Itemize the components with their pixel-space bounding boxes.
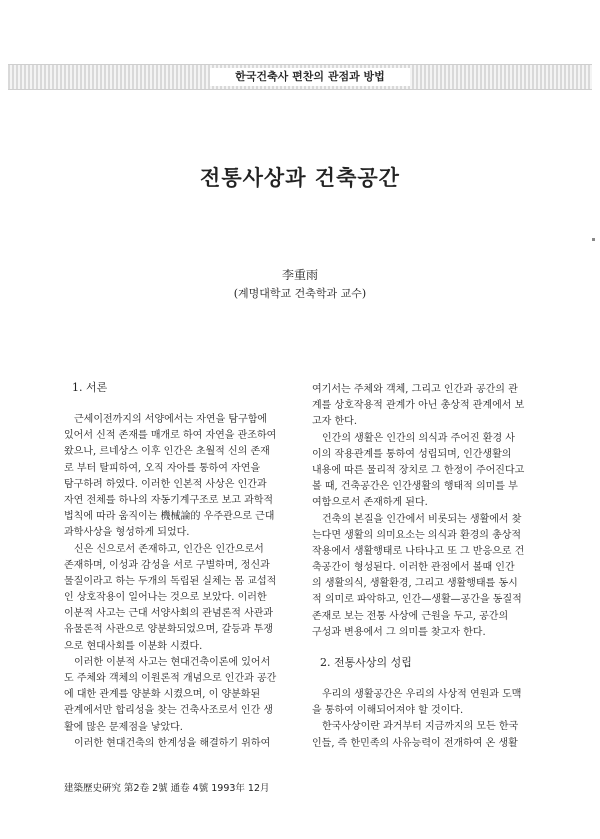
text-line: 왔으나, 르네상스 이후 인간은 초월적 신의 존재 <box>64 446 270 458</box>
paragraph <box>64 655 300 736</box>
text-line: 축공간이 형성된다. 이러한 관점에서 볼때 인간 <box>312 562 515 574</box>
author-name: 李重雨 <box>281 268 318 282</box>
text-line: 볼 때, 건축공간은 인간생활의 행태적 의미를 부 <box>312 481 518 493</box>
text-line: 여기서는 주체와 객체, 그리고 인간과 공간의 관 <box>312 384 518 395</box>
paragraph <box>312 431 548 512</box>
text-line: 인간의 생활은 인간의 의식과 주어진 환경 사 <box>322 432 515 444</box>
author-affiliation: (계명대학교 건축학과 교수) <box>233 287 367 300</box>
paragraph <box>312 382 548 431</box>
text-line: 한국사상이란 과거부터 지금까지의 모든 한국 <box>322 721 519 733</box>
text-line: 으로 현대사회를 이분화 시켰다. <box>64 640 203 652</box>
text-line: 우리의 생활공간은 우리의 사상적 연원과 도맥 <box>322 689 522 700</box>
text-line: 내용에 따른 물리적 장치로 그 한정이 주어진다고 <box>312 464 525 476</box>
text-line: 구성과 변용에서 그 의미를 찾고자 한다. <box>312 626 486 638</box>
text-line: 계를 상호작용적 관계가 아닌 총상적 관계에서 보 <box>312 400 525 412</box>
footer-citation: 建築歷史硏究 第2卷 2號 通卷 4號 1993年 12月 <box>64 783 270 794</box>
section-heading-tradition: 2. 전통사상의 성립 <box>320 656 412 669</box>
text-line: 존재로 보는 전통 사상에 근원을 두고, 공간의 <box>312 610 509 622</box>
text-line: 는다면 생활의 의미요소는 의식과 환경의 총상적 <box>312 529 522 541</box>
text-line: 이분적 사고는 근대 서양사회의 관념론적 사관과 <box>64 608 274 620</box>
text-line: 근세이전까지의 서양에서는 자연을 탐구함에 <box>74 414 268 425</box>
scan-speck <box>592 238 595 241</box>
text-line: 에 대한 관계를 양분화 시켰으며, 이 양분화된 <box>64 689 261 701</box>
text-line: 유물론적 사관으로 양분화되었으며, 갈등과 투쟁 <box>64 624 274 636</box>
paragraph <box>312 687 548 719</box>
text-line: 탐구하려 하였다. 이러한 인본적 사상은 인간과 <box>64 478 267 490</box>
text-line: 있어서 신적 존재를 매개로 하여 자연을 관조하여 <box>64 430 277 442</box>
text-line: 신은 신으로서 존재하고, 인간은 인간으로서 <box>74 543 264 555</box>
text-line: 작용에서 생활행태로 나타나고 또 그 반응으로 건 <box>312 545 525 557</box>
text-line: 인들, 즉 한민족의 사유능력이 전개하여 온 생활 <box>312 737 518 749</box>
paragraph <box>64 542 300 655</box>
text-line: 적 의미로 파악하고, 인간—생활—공간을 동질적 <box>312 594 522 606</box>
text-line: 관계에서만 합리성을 찾는 건축사조로서 인간 생 <box>64 705 274 717</box>
text-line: 존재하며, 이성과 감성을 서로 구별하며, 정신과 <box>64 559 270 571</box>
running-header-title: 한국건축사 편찬의 관점과 방법 <box>210 68 410 86</box>
text-line: 이의 작용관계를 통하여 성립되며, 인간생활의 <box>312 448 512 460</box>
text-line: 도 주체와 객체의 이원론적 개념으로 인간과 공간 <box>64 673 277 684</box>
section-heading-introduction: 1. 서론 <box>72 381 108 394</box>
text-line: 로 부터 탈피하여, 오직 자아를 통하여 자연을 <box>64 462 261 474</box>
text-line: 고자 한다. <box>312 416 357 428</box>
text-line: 여함으로서 존재하게 된다. <box>312 497 428 509</box>
paragraph <box>64 412 300 542</box>
text-line: 건축의 본질을 인간에서 비롯되는 생활에서 찾 <box>322 513 522 525</box>
text-line: 자연 전체를 하나의 자동기계구조로 보고 과학적 <box>64 494 274 506</box>
text-line: 물질이라고 하는 두개의 독립된 실체는 몸 교섭적 <box>64 575 277 587</box>
text-line: 의 생활의식, 생활환경, 그리고 생활행태를 동시 <box>312 578 518 590</box>
article-title: 전통사상과 건축공간 <box>200 165 400 190</box>
paragraph <box>312 719 548 751</box>
paragraph <box>64 736 300 752</box>
text-line: 을 통하여 이해되어져야 할 것이다. <box>312 705 464 717</box>
text-line: 활에 많은 문제점을 낳았다. <box>64 721 183 733</box>
right-column <box>312 382 548 752</box>
text-line: 이러한 현대건축의 한계성을 해결하기 위하여 <box>74 737 271 749</box>
text-line: 과학사상을 형성하게 되었다. <box>64 527 190 539</box>
text-line: 인 상호작용이 일어나는 것으로 보았다. 이러한 <box>64 592 267 604</box>
text-line: 법칙에 따라 움직이는 機械論的 우주관으로 근대 <box>64 511 275 523</box>
left-column <box>64 378 300 752</box>
paragraph <box>312 512 548 642</box>
text-line: 이러한 이분적 사고는 현대건축이론에 있어서 <box>74 656 271 668</box>
